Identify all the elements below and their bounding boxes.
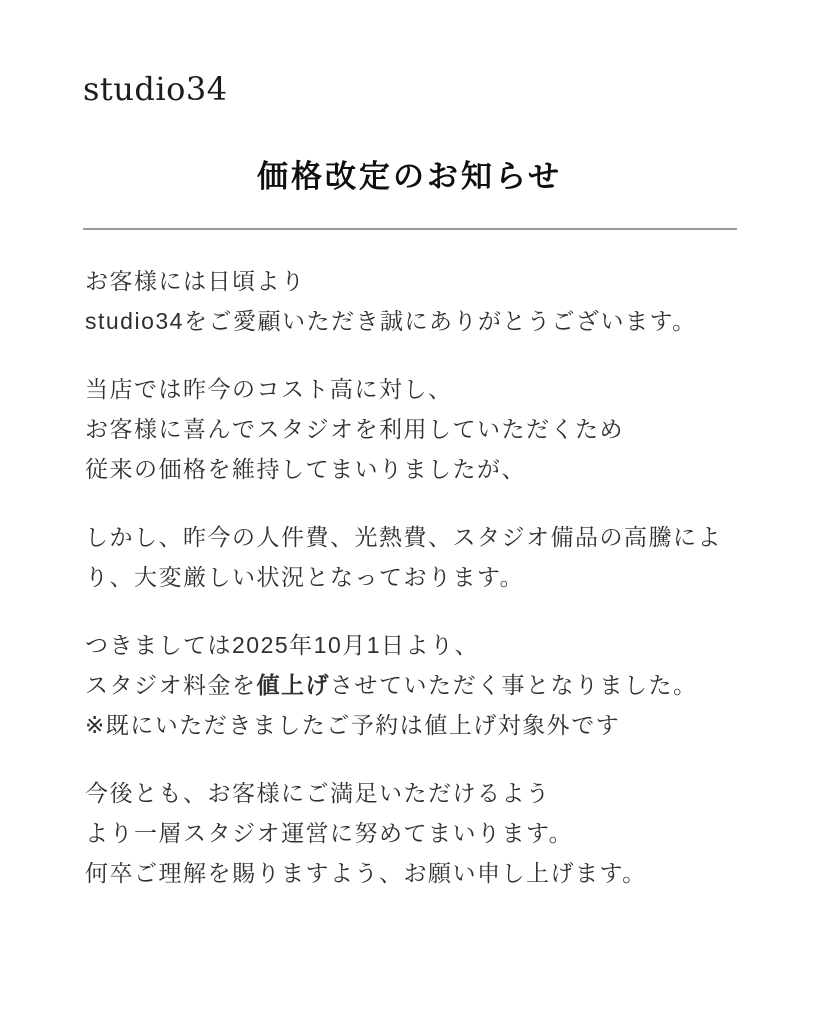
- text-line: [85, 672, 698, 698]
- text-line: り、大変厳しい状況となっております。: [85, 564, 525, 590]
- text-line: より一層スタジオ運営に努めてまいります。: [85, 820, 574, 846]
- text-line: 従来の価格を維持してまいりましたが、: [85, 456, 526, 482]
- page-title: 価格改定のお知らせ: [256, 159, 563, 194]
- divider: [83, 228, 737, 230]
- text-line: 今後とも、お客様にご満足いただけるよう: [85, 780, 551, 806]
- notice-body: [85, 261, 745, 893]
- text-line: 当店では昨今のコスト高に対し、: [85, 376, 453, 402]
- text-segment: させていただく事となりました。: [330, 672, 698, 698]
- paragraph-revision: [85, 625, 745, 745]
- price-increase-emphasis: 値上げ: [256, 672, 330, 698]
- paragraph-greeting: [85, 261, 745, 341]
- text-line: 何卒ご理解を賜りますよう、お願い申し上げます。: [85, 860, 647, 886]
- text-line: お客様には日頃より: [85, 268, 306, 294]
- text-segment: スタジオ料金を: [85, 672, 257, 698]
- text-line: しかし、昨今の人件費、光熱費、スタジオ備品の高騰によ: [85, 524, 722, 550]
- brand-logo: studio34: [83, 70, 228, 108]
- text-line: お客様に喜んでスタジオを利用していただくため: [85, 416, 624, 442]
- paragraph-background: [85, 369, 745, 489]
- text-line: つきましては2025年10月1日より、: [85, 632, 480, 658]
- text-line: studio34をご愛顧いただき誠にありがとうございます。: [85, 308, 697, 334]
- paragraph-situation: [85, 517, 745, 597]
- paragraph-closing: [85, 773, 745, 893]
- existing-reservation-note: ※既にいただきましたご予約は値上げ対象外です: [85, 712, 621, 738]
